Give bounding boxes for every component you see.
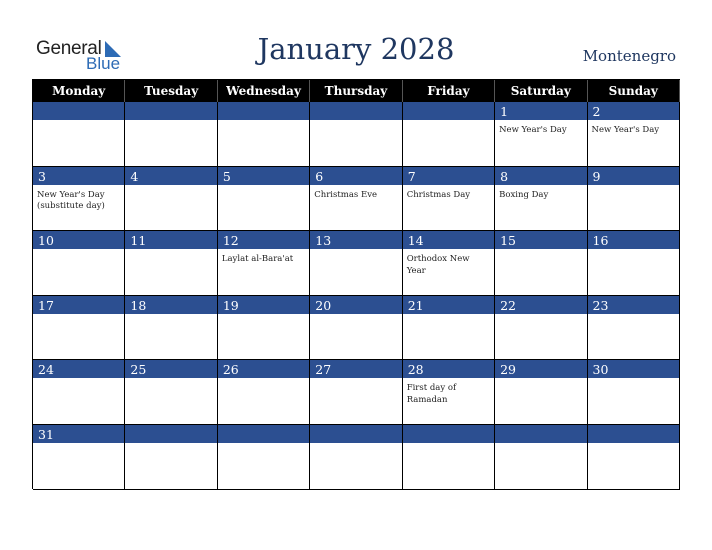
day-cell[interactable] — [310, 231, 402, 296]
holiday-label — [588, 444, 679, 448]
holiday-label — [310, 444, 401, 448]
day-cell[interactable] — [125, 167, 217, 232]
day-number: 12 — [218, 231, 309, 250]
day-cell[interactable] — [495, 296, 587, 361]
weekday-wednesday: Wednesday — [218, 80, 310, 102]
day-number — [403, 425, 494, 444]
day-number: 8 — [495, 167, 586, 186]
day-number: 14 — [403, 231, 494, 250]
day-number: 4 — [125, 167, 216, 186]
holiday-label: New Year's Day — [499, 125, 567, 135]
holiday-label — [310, 315, 401, 319]
holiday-label: New Year's Day — [591, 125, 660, 135]
day-cell[interactable] — [588, 167, 680, 232]
day-cell[interactable] — [33, 296, 125, 361]
week-row — [33, 231, 680, 296]
day-number: 10 — [33, 231, 124, 250]
weekday-friday: Friday — [403, 80, 495, 102]
holiday-label — [33, 250, 124, 254]
holiday-label — [495, 250, 586, 254]
holiday-label: First day of Ramadan — [406, 383, 457, 405]
weekday-saturday: Saturday — [495, 80, 587, 102]
day-number: 2 — [588, 102, 679, 121]
day-number: 29 — [495, 360, 586, 379]
day-number — [218, 425, 309, 444]
day-cell[interactable] — [33, 360, 125, 425]
holiday-label — [125, 186, 216, 190]
logo-blue-text: Blue — [86, 54, 121, 73]
holiday-label — [33, 315, 124, 319]
holiday-label: Boxing Day — [499, 189, 549, 200]
day-cell[interactable] — [33, 425, 125, 490]
day-number: 17 — [33, 296, 124, 315]
holiday-label — [125, 121, 216, 125]
day-number: 31 — [33, 425, 124, 444]
day-cell[interactable] — [403, 231, 495, 296]
day-number: 27 — [310, 360, 401, 379]
day-number: 11 — [125, 231, 216, 250]
day-cell[interactable] — [218, 167, 310, 232]
holiday-label — [588, 315, 679, 319]
week-row — [33, 296, 680, 361]
weekday-monday: Monday — [33, 80, 125, 102]
weekday-sunday: Sunday — [588, 80, 680, 102]
day-number: 6 — [310, 167, 401, 186]
holiday-label — [218, 315, 309, 319]
day-cell[interactable] — [310, 425, 402, 490]
holiday-label — [403, 315, 494, 319]
day-number — [218, 102, 309, 121]
day-number — [588, 425, 679, 444]
holiday-label — [218, 121, 309, 125]
holiday-label — [33, 121, 124, 125]
day-number: 20 — [310, 296, 401, 315]
day-number: 18 — [125, 296, 216, 315]
day-number: 21 — [403, 296, 494, 315]
day-cell[interactable] — [218, 231, 310, 296]
day-number: 23 — [588, 296, 679, 315]
holiday-label — [588, 250, 679, 254]
holiday-label: New Year's Day (substitute day) — [37, 189, 105, 212]
day-number: 5 — [218, 167, 309, 186]
weekday-tuesday: Tuesday — [125, 80, 217, 102]
week-row — [33, 360, 680, 425]
day-cell[interactable] — [403, 296, 495, 361]
holiday-label — [33, 379, 124, 383]
holiday-label — [310, 250, 401, 254]
day-cell[interactable] — [588, 296, 680, 361]
day-number: 28 — [403, 360, 494, 379]
day-cell[interactable] — [125, 425, 217, 490]
day-number: 24 — [33, 360, 124, 379]
week-row — [33, 425, 680, 490]
day-cell[interactable] — [33, 102, 125, 167]
holiday-label — [495, 444, 586, 448]
day-cell[interactable] — [218, 360, 310, 425]
day-cell[interactable] — [125, 360, 217, 425]
week-row — [33, 167, 680, 232]
day-cell[interactable] — [125, 296, 217, 361]
day-cell[interactable] — [33, 231, 125, 296]
day-number: 9 — [588, 167, 679, 186]
day-number: 25 — [125, 360, 216, 379]
day-cell[interactable] — [218, 425, 310, 490]
day-number: 19 — [218, 296, 309, 315]
day-number — [403, 102, 494, 121]
day-number — [310, 425, 401, 444]
day-number: 13 — [310, 231, 401, 250]
holiday-label — [218, 186, 309, 190]
holiday-label — [310, 121, 401, 125]
day-cell[interactable] — [588, 425, 680, 490]
day-number: 1 — [495, 102, 586, 121]
day-cell[interactable] — [310, 167, 402, 232]
country-label: Montenegro — [582, 47, 676, 65]
holiday-label — [495, 379, 586, 383]
day-cell[interactable] — [403, 360, 495, 425]
holiday-label — [125, 379, 216, 383]
holiday-label — [403, 444, 494, 448]
day-number: 7 — [403, 167, 494, 186]
day-cell[interactable] — [403, 167, 495, 232]
day-cell[interactable] — [125, 102, 217, 167]
day-number — [125, 425, 216, 444]
day-number: 30 — [588, 360, 679, 379]
day-cell[interactable] — [588, 231, 680, 296]
weekday-header — [33, 80, 680, 102]
day-number: 16 — [588, 231, 679, 250]
day-cell[interactable] — [310, 360, 402, 425]
holiday-label: Orthodox New Year — [406, 254, 470, 276]
day-cell[interactable] — [403, 102, 495, 167]
holiday-label — [495, 315, 586, 319]
day-number — [33, 102, 124, 121]
day-cell[interactable] — [310, 102, 402, 167]
day-cell[interactable] — [495, 360, 587, 425]
holiday-label — [310, 379, 401, 383]
calendar-weeks — [33, 102, 680, 490]
holiday-label — [218, 379, 309, 383]
day-cell[interactable] — [310, 296, 402, 361]
day-number — [310, 102, 401, 121]
week-row — [33, 102, 680, 167]
day-number — [495, 425, 586, 444]
holiday-label — [125, 444, 216, 448]
day-cell[interactable] — [495, 425, 587, 490]
day-cell[interactable] — [403, 425, 495, 490]
day-number — [125, 102, 216, 121]
day-cell[interactable] — [495, 231, 587, 296]
day-number: 3 — [33, 167, 124, 186]
holiday-label — [403, 121, 494, 125]
calendar-grid — [32, 79, 680, 489]
holiday-label — [33, 444, 124, 448]
day-number: 26 — [218, 360, 309, 379]
day-cell[interactable] — [495, 102, 587, 167]
holiday-label — [588, 186, 679, 190]
day-cell[interactable] — [588, 360, 680, 425]
holiday-label: Laylat al-Bara'at — [221, 254, 294, 265]
day-cell[interactable] — [495, 167, 587, 232]
page-title: January 2028 — [257, 32, 455, 66]
day-number: 15 — [495, 231, 586, 250]
day-cell[interactable] — [33, 167, 125, 232]
day-cell[interactable] — [218, 102, 310, 167]
day-cell[interactable] — [218, 296, 310, 361]
logo-general-text: General — [36, 38, 102, 59]
day-cell[interactable] — [588, 102, 680, 167]
day-number: 22 — [495, 296, 586, 315]
holiday-label — [125, 315, 216, 319]
holiday-label — [125, 250, 216, 254]
holiday-label: Christmas Day — [406, 189, 471, 200]
day-cell[interactable] — [125, 231, 217, 296]
holiday-label — [588, 379, 679, 383]
weekday-thursday: Thursday — [310, 80, 402, 102]
holiday-label — [218, 444, 309, 448]
holiday-label: Christmas Eve — [314, 189, 378, 200]
